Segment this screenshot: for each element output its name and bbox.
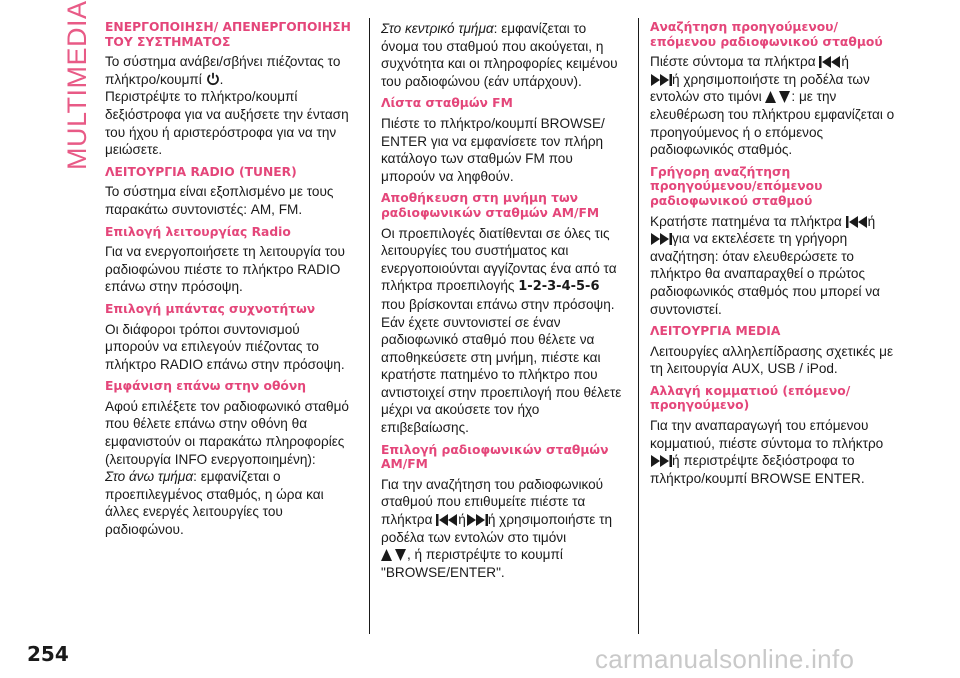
next-track-icon <box>650 455 672 467</box>
heading-band-select: Επιλογή μπάντας συχνοτήτων <box>105 301 316 316</box>
power-icon <box>206 72 220 86</box>
page-number: 254 <box>27 642 69 666</box>
paragraph: Το σύστημα ανάβει/σβήνει πιέζοντας το πλήκτρο/κουμπί . Περιστρέψτε το πλήκτρο/κουμπί δεξιόστροφα για να αυξήσετε την ένταση του ήχου ή αριστερόστροφα για να την μειώσετε. <box>105 54 349 158</box>
paragraph: Για την αναπαραγωγή του επόμενου κομματιού, πιέστε σύντομα το πλήκτρο ή περιστρέψτε δεξιόστροφα το πλήκτρο/κουμπί BROWSE ENTER. <box>650 418 884 486</box>
heading-fm-list: Λίστα σταθμών FM <box>381 96 513 111</box>
previous-track-icon <box>819 56 841 68</box>
up-down-arrows-icon <box>765 91 791 103</box>
up-down-arrows-icon <box>381 549 407 561</box>
heading-display: Εμφάνιση επάνω στην οθόνη <box>105 379 306 394</box>
previous-track-icon <box>846 216 868 228</box>
paragraph: Για την αναζήτηση του ραδιοφωνικού σταθμού που επιθυμείτε πιέστε τα πλήκτρα ή ή χρησιμοποιήστε τη ροδέλα των εντολών στο τιμόνι , ή περιστρέψτε το κουμπί "BROWSE/ENTER". <box>381 476 613 580</box>
paragraph: Λειτουργίες αλληλεπίδρασης σχετικές με τη λειτουργία AUX, USB / iPod. <box>650 343 894 377</box>
next-track-icon <box>466 514 488 526</box>
section-tab <box>56 0 96 170</box>
heading-media-mode: ΛΕΙΤΟΥΡΓΙΑ MEDIA <box>650 324 781 339</box>
paragraph: Οι προεπιλογές διατίθενται σε όλες τις λειτουργίες του συστήματος και ενεργοποιούνται αγγίζοντας ένα από τα πλήκτρα προεπιλογής 1-2-3-4-5-6 που βρίσκονται επάνω στην πρόσοψη. Εάν έχετε συντονιστεί σε έναν ραδιοφωνικό σταθμό που θέλετε να αποθηκεύσετε στη μνήμη, πιέστε και κρατήστε πατημένο το πλήκτρο που αντιστοιχεί στην προεπιλογή που θέλετε μέχρι να ακούσετε τον ήχο επιβεβαίωσης. <box>381 225 622 436</box>
heading-track-change: Αλλαγή κομματιού (επόμενο/προηγούμενο) <box>650 383 851 413</box>
preset-keys: 1-2-3-4-5-6 <box>518 279 600 295</box>
heading-radio-mode: Επιλογή λειτουργίας Radio <box>105 224 291 239</box>
paragraph: Οι διάφοροι τρόποι συντονισμού μπορούν να επιλεγούν πιέζοντας το πλήκτρο RADIO επάνω στην πρόσοψη. <box>105 321 345 372</box>
next-track-icon <box>650 74 672 86</box>
paragraph: Για να ενεργοποιήσετε τη λειτουργία του ραδιοφώνου πιέστε το πλήκτρο RADIO επάνω στην πρόσοψη. <box>105 244 345 295</box>
heading-select-stations: Επιλογή ραδιοφωνικών σταθμών AM/FM <box>381 442 609 472</box>
column-divider <box>369 18 370 634</box>
heading-search-station: Αναζήτηση προηγούμενου/ επόμενου ραδιοφωνικού σταθμού <box>650 20 883 49</box>
paragraph: Πιέστε σύντομα τα πλήκτρα ή ή χρησιμοποιήστε τη ροδέλα των εντολών στο τιμόνι : με την ελευθέρωση του πλήκτρου εμφανίζεται ο προηγούμενος ή ο επόμενος ραδιοφωνικός σταθμός. <box>650 54 895 158</box>
heading-store-stations: Αποθήκευση στη μνήμη των ραδιοφωνικών σταθμών AM/FM <box>381 191 600 220</box>
paragraph: Αφού επιλέξετε τον ραδιοφωνικό σταθμό που θέλετε επάνω στην οθόνη θα εμφανιστούν οι παρακάτω πληροφορίες (λειτουργία INFO ενεργοποιημένη): Στο άνω τμήμα: εμφανίζεται ο προεπιλεγμένος σταθμός, η ώρα και άλλες ενεργές λειτουργίες του ραδιοφώνου. <box>105 398 349 538</box>
heading-fast-search: Γρήγορη αναζήτηση προηγούμενου/επόμενου ραδιοφωνικού σταθμού <box>650 164 823 208</box>
paragraph: Στο κεντρικό τμήμα: εμφανίζεται το όνομα του σταθμού που ακούγεται, η συχνότητα και οι πληροφορίες κειμένου του ραδιοφώνου (εάν υπάρχουν). <box>381 21 618 89</box>
heading-radio-tuner: ΛΕΙΤΟΥΡΓΙΑ RADIO (TUNER) <box>105 164 297 179</box>
paragraph: Το σύστημα είναι εξοπλισμένο με τους παρακάτω συντονιστές: AM, FM. <box>105 184 334 217</box>
column-3 <box>650 20 900 493</box>
paragraph: Πιέστε το πλήκτρο/κουμπί BROWSE/ ENTER για να εμφανίσετε τον πλήρη κατάλογο των σταθμών FM που μπορούν να ληφθούν. <box>381 115 605 184</box>
watermark: carmanualsonline.info <box>595 644 855 674</box>
previous-track-icon <box>436 514 458 526</box>
column-1 <box>105 20 355 545</box>
paragraph: Κρατήστε πατημένα τα πλήκτρα ή για να εκτελέσετε τη γρήγορη αναζήτηση: όταν ελευθερώσετε το πλήκτρο θα αναπαραχθεί ο πρώτος ραδιοφωνικός σταθμός που μπορεί να συντονιστεί. <box>650 213 880 317</box>
next-track-icon <box>650 233 672 245</box>
column-2 <box>381 20 626 587</box>
heading-system-onoff: ΕΝΕΡΓΟΠΟΙΗΣΗ/ ΑΠΕΝΕΡΓΟΠΟΙΗΣΗ ΤΟΥ ΣΥΣΤΗΜΑΤΟΣ <box>105 20 351 49</box>
column-divider <box>638 18 639 634</box>
section-tab-label: MULTIMEDIA <box>62 0 92 170</box>
